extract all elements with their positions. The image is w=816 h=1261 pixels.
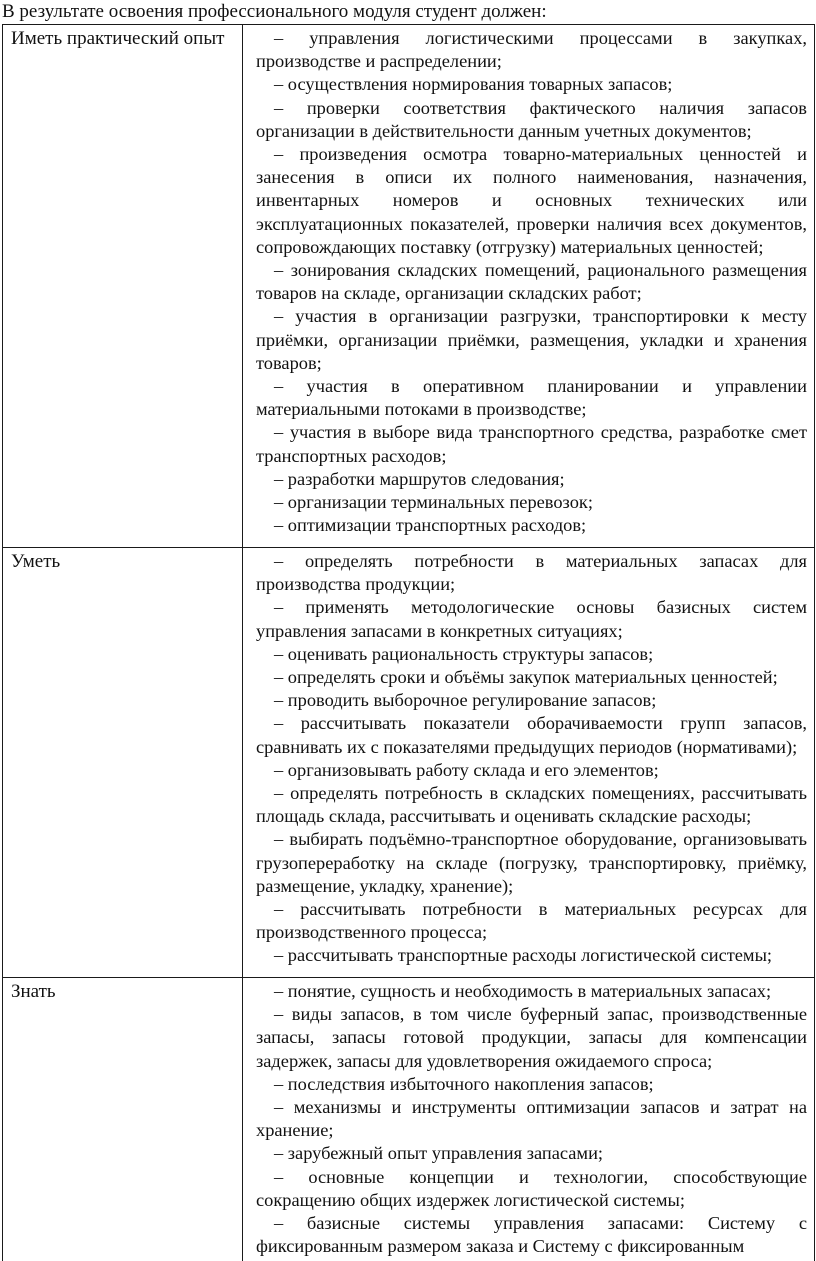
list-item: – проверки соответствия фактического наличия запасов организации в действительности данным учетных документов; [256,97,807,143]
competency-table [2,24,815,1261]
list-item: – разработки маршрутов следования; [256,468,807,491]
list-item: – участия в выборе вида транспортного средства, разработке смет транспортных расходов; [256,421,807,467]
list-item: – зонирования складских помещений, рационального размещения товаров на складе, организации складских работ; [256,259,807,305]
list-item: – оптимизации транспортных расходов; [256,514,807,537]
list-item: – рассчитывать показатели оборачиваемости групп запасов, сравнивать их с показателями предыдущих периодов (нормативами); [256,712,807,758]
list-item: – понятие, сущность и необходимость в материальных запасах; [256,980,807,1003]
items-cell [243,978,815,1261]
list-item: – проводить выборочное регулирование запасов; [256,689,807,712]
list-item: – виды запасов, в том числе буферный запас, производственные запасы, запасы готовой продукции, запасы для компенсации задержек, запасы для удовлетворения ожидаемого спроса; [256,1003,807,1073]
list-item: – определять потребности в материальных запасах для производства продукции; [256,550,807,596]
list-item: – применять методологические основы базисных систем управления запасами в конкретных ситуациях; [256,596,807,642]
list-item: – определять потребность в складских помещениях, рассчитывать площадь склада, рассчитывать и оценивать складские расходы; [256,782,807,828]
category-cell: Уметь [3,548,243,978]
table-row [3,548,815,978]
list-item: – основные концепции и технологии, способствующие сокращению общих издержек логистической системы; [256,1166,807,1212]
table-row [3,978,815,1261]
list-item: – рассчитывать транспортные расходы логистической системы; [256,944,807,967]
list-item: – определять сроки и объёмы закупок материальных ценностей; [256,666,807,689]
list-item: – зарубежный опыт управления запасами; [256,1142,807,1165]
list-item: – базисные системы управления запасами: Систему с фиксированным размером заказа и Систему с фиксированным [256,1212,807,1258]
list-item: – оценивать рациональность структуры запасов; [256,643,807,666]
intro-text: В результате освоения профессионального модуля студент должен: [2,1,547,22]
table-row [3,25,815,548]
list-item: – механизмы и инструменты оптимизации запасов и затрат на хранение; [256,1096,807,1142]
category-cell: Иметь практический опыт [3,25,243,548]
list-item: – рассчитывать потребности в материальных ресурсах для производственного процесса; [256,898,807,944]
list-item: – осуществления нормирования товарных запасов; [256,73,807,96]
list-item: – произведения осмотра товарно-материальных ценностей и занесения в описи их полного наименования, назначения, инвентарных номеров и основных технических или эксплуатационных показателей, проверки наличия всех документов, сопровождающих поставку (отгрузку) материальных ценностей; [256,143,807,259]
list-item: – выбирать подъёмно-транспортное оборудование, организовывать грузопереработку на складе (погрузку, транспортировку, приёмку, размещение, укладку, хранение); [256,828,807,898]
items-cell [243,25,815,548]
items-cell [243,548,815,978]
list-item: – организации терминальных перевозок; [256,491,807,514]
list-item: – участия в организации разгрузки, транспортировки к месту приёмки, организации приёмки, размещения, укладки и хранения товаров; [256,305,807,375]
list-item: – организовывать работу склада и его элементов; [256,759,807,782]
category-cell: Знать [3,978,243,1261]
list-item: – последствия избыточного накопления запасов; [256,1073,807,1096]
list-item: – участия в оперативном планировании и управлении материальными потоками в производстве; [256,375,807,421]
list-item: – управления логистическими процессами в закупках, производстве и распределении; [256,27,807,73]
